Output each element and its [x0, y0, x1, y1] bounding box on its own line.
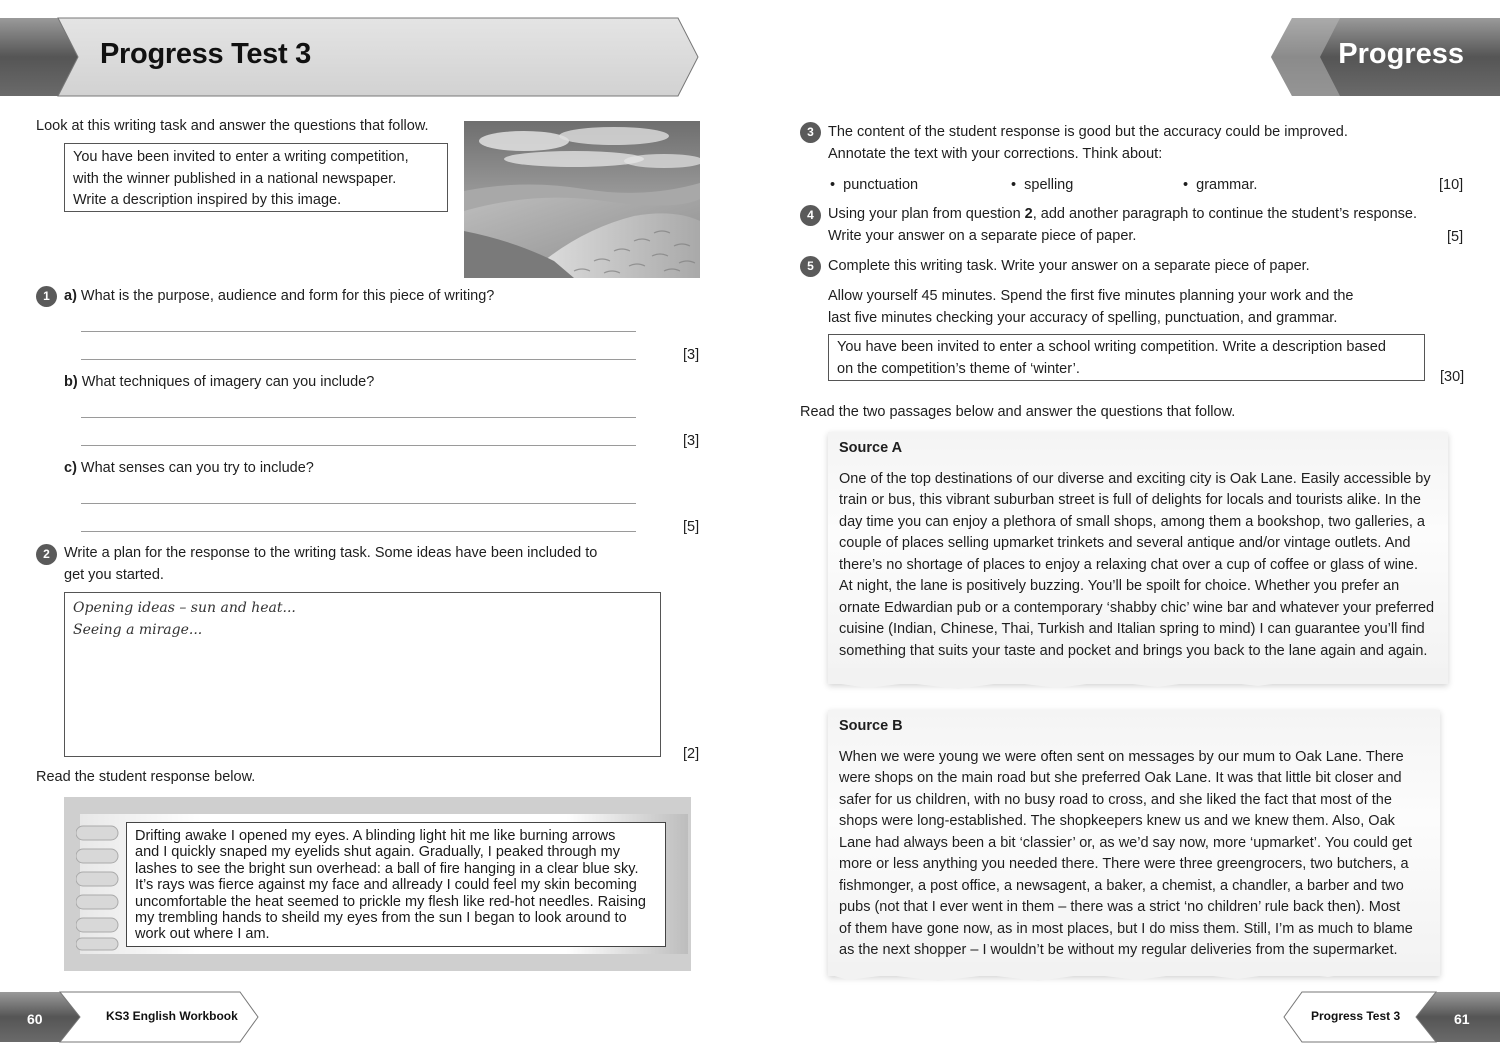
source-a-line: train or bus, this vibrant suburban street is full of delights for locals and tourists alike. In the [839, 492, 1421, 508]
question-number-4: 4 [800, 205, 821, 226]
plan-line: Seeing a mirage... [73, 622, 203, 638]
source-a-line: ornate Edwardian pub or a contemporary ‘shabby chic’ wine bar and whatever your preferred [839, 599, 1435, 616]
task-box-line: Write a description inspired by this image. [73, 192, 342, 208]
q5-task-line: You have been invited to enter a school writing competition. Write a description based [837, 339, 1386, 355]
question-2-line: Write a plan for the response to the writing task. Some ideas have been included to [64, 545, 598, 561]
question-1b [64, 372, 374, 394]
torn-edge [828, 668, 1448, 696]
mark-5: [30] [1440, 369, 1465, 385]
question-number-3: 3 [800, 122, 821, 143]
bullet-grammar: • grammar. [1183, 177, 1258, 193]
source-a-line: day time you can enjoy a plethora of small shops, among them a bookshop, two galleries, a [839, 513, 1425, 530]
torn-edge [828, 962, 1440, 988]
question-1a-text: What is the purpose, audience and form for this piece of writing? [80, 288, 495, 304]
source-a-line: something that suits your taste and pocket and brings you back to the lane again and again. [839, 642, 1428, 659]
source-a-line: couple of places selling upmarket trinkets and several antique and/or vintage outlets. And [839, 535, 1411, 551]
question-2-line: get you started. [64, 567, 164, 583]
bullet-spelling: • spelling [1011, 177, 1074, 193]
source-b-line: shops were long-established. The shopkeepers knew us and we knew them. Also, Oak [839, 813, 1395, 829]
source-a-title: Source A [839, 440, 903, 456]
question-number-2: 2 [36, 544, 57, 565]
mark-3: [10] [1439, 177, 1464, 193]
source-a-line: One of the top destinations of our diverse and exciting city is Oak Lane. Easily accessible by [839, 470, 1431, 487]
bullet-punctuation: • punctuation [830, 177, 919, 193]
page-title-left: Progress Test 3 [100, 38, 311, 70]
q4-text: , add another paragraph to continue the student’s response. [1032, 206, 1417, 222]
question-1b-text: What techniques of imagery can you include? [81, 374, 375, 390]
question-4-line [828, 204, 1417, 226]
q5-task-line: on the competition’s theme of ‘winter’. [837, 360, 1080, 377]
plan-line: Opening ideas – sun and heat... [73, 600, 296, 616]
student-response-line: my trembling hands to sheild my eyes from the sun I began to look around to [135, 910, 627, 927]
question-5-line: Complete this writing task. Write your answer on a separate piece of paper. [828, 258, 1310, 274]
mark-2: [2] [683, 746, 700, 762]
mark-1c: [5] [683, 519, 700, 535]
mark-4: [5] [1447, 229, 1464, 245]
student-response-line: uncomfortable the heat seemed to prickle my flesh like red-hot needles. Raising [135, 893, 646, 910]
question-1a-label: a) [64, 288, 77, 304]
read-student-response: Read the student response below. [36, 769, 256, 785]
question-1b-label: b) [64, 374, 78, 390]
answer-line[interactable] [81, 417, 636, 418]
intro-text: Look at this writing task and answer the questions that follow. [36, 118, 429, 134]
question-5-line: Allow yourself 45 minutes. Spend the first five minutes planning your work and the [828, 288, 1354, 304]
task-box-line: You have been invited to enter a writing competition, [73, 149, 409, 165]
question-4-line: Write your answer on a separate piece of paper. [828, 228, 1137, 244]
answer-line[interactable] [81, 331, 636, 332]
page-number-right: 61 [1454, 1011, 1470, 1027]
source-a [839, 438, 1439, 662]
source-b [839, 716, 1435, 962]
question-number-1: 1 [36, 286, 57, 307]
student-response-line: It’s rays was fierce against my face and allready I could feel my skin becoming [135, 877, 637, 894]
bullet-text: grammar. [1196, 177, 1258, 193]
source-b-line: Lane had always been a bit ‘classier’ or, as we’d say now, more ‘upmarket’. You could get [839, 834, 1413, 851]
student-response-line: work out where I am. [135, 926, 270, 943]
q5-task-box [828, 334, 1425, 381]
q4-text: Using your plan from question [828, 206, 1025, 222]
student-response-line: lashes to see the bright sun overhead: a ball of fire hanging in a clear blue sky. [135, 860, 639, 877]
source-a-line: At night, the lane is positively buzzing. You’ll be spoilt for choice. Whether you prefer an [839, 578, 1400, 594]
source-a-line: cuisine (Indian, Chinese, Thai, Turkish and Italian spring to mind) I can guarantee you’ll find [839, 621, 1425, 637]
desert-dunes-photo [464, 121, 700, 278]
source-b-line: of them have gone now, as in most places, but I do miss them. Still, I’m as much to blame [839, 920, 1413, 937]
footer-section-title: Progress Test 3 [1311, 1009, 1401, 1023]
answer-line[interactable] [81, 503, 636, 504]
answer-line[interactable] [81, 445, 636, 446]
task-box [64, 143, 448, 212]
mark-1b: [3] [683, 433, 700, 449]
question-1c-text: What senses can you try to include? [80, 460, 314, 476]
page-number-left: 60 [27, 1011, 43, 1027]
notebook-rings-icon [76, 820, 121, 952]
question-1c-label: c) [64, 460, 77, 476]
student-response-line: and I quickly snaped my eyelids shut again. Gradually, I peaked through my [135, 844, 620, 861]
source-b-line: were shops on the main road but she preferred Oak Lane. It was that little bit closer and [839, 770, 1402, 786]
source-b-line: more or less anything you needed there. There were three greengrocers, two butchers, a [839, 856, 1409, 872]
answer-line[interactable] [81, 359, 636, 360]
q4-bold-ref: 2 [1024, 206, 1033, 222]
plan-box[interactable] [64, 592, 661, 757]
question-number-5: 5 [800, 256, 821, 277]
question-1c [64, 458, 314, 480]
source-b-line: pubs (not that I ever went in them – there was a strict ‘no children’ rule back then). Most [839, 899, 1401, 915]
student-response-box [126, 822, 666, 947]
footer-book-title: KS3 English Workbook [106, 1009, 238, 1023]
source-b-title: Source B [839, 718, 903, 734]
question-3-line: The content of the student response is good but the accuracy could be improved. [828, 124, 1348, 140]
bullet-text: punctuation [843, 177, 919, 193]
student-response-line: Drifting awake I opened my eyes. A blinding light hit me like burning arrows [135, 828, 616, 844]
question-3-line: Annotate the text with your corrections. Think about: [828, 146, 1163, 162]
read-passages: Read the two passages below and answer the questions that follow. [800, 404, 1236, 420]
source-a-line: there’s no shortage of places to enjoy a relaxing chat over a cup of coffee or glass of wine. [839, 556, 1419, 573]
question-1a [64, 286, 494, 308]
mark-1a: [3] [683, 347, 700, 363]
source-b-line: safer for us children, with no busy road to cross, and she liked the fact that most of the [839, 791, 1392, 808]
question-5-line: last five minutes checking your accuracy of spelling, punctuation, and grammar. [828, 310, 1338, 326]
bullet-text: spelling [1024, 177, 1074, 193]
source-b-line: When we were young we were often sent on messages by our mum to Oak Lane. There [839, 748, 1404, 765]
page-title-right: Progress [1338, 38, 1464, 70]
task-box-line: with the winner published in a national newspaper. [73, 170, 397, 187]
answer-line[interactable] [81, 531, 636, 532]
source-b-line: as the next shopper – I wouldn’t be without my regular deliveries from the supermarket. [839, 942, 1398, 958]
source-b-line: fishmonger, a post office, a newsagent, a baker, a chemist, a chandler, a barber and two [839, 877, 1404, 894]
